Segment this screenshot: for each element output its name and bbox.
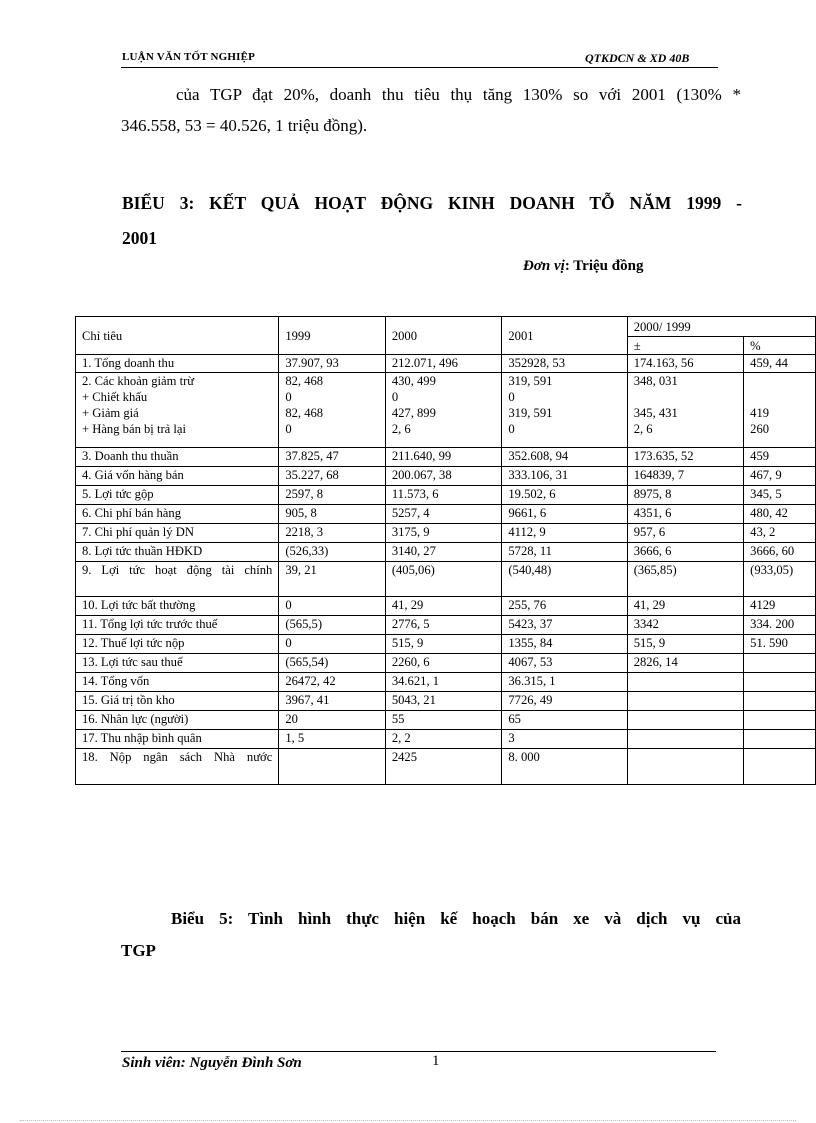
cell-pct xyxy=(744,749,816,785)
title-line-1: BIỂU 3: KẾT QUẢ HOẠT ĐỘNG KINH DOANH TỖ NĂM 1999 - xyxy=(122,193,742,213)
cell-indicator: 6. Chi phí bán hàng xyxy=(76,505,279,524)
cell-pct: 3666, 60 xyxy=(744,543,816,562)
table-row xyxy=(76,467,816,486)
cell-v2001: 4067, 53 xyxy=(502,654,627,673)
cell-v2001: 255, 76 xyxy=(502,597,627,616)
cell-v1999: (526,33) xyxy=(279,543,386,562)
cell-v1999: 35.227, 68 xyxy=(279,467,386,486)
footer-rule xyxy=(121,1051,716,1052)
cell-pct: (933,05) xyxy=(744,562,816,597)
table-row xyxy=(76,730,816,749)
cell-v2000: 55 xyxy=(385,711,502,730)
table-row xyxy=(76,448,816,467)
cell-v1999: 3967, 41 xyxy=(279,692,386,711)
cell-v2000: (405,06) xyxy=(385,562,502,597)
cell-v2000: 2260, 6 xyxy=(385,654,502,673)
cell-v2001: 7726, 49 xyxy=(502,692,627,711)
cell-v2000: 2, 2 xyxy=(385,730,502,749)
cell-v2001: 352928, 53 xyxy=(502,355,627,373)
cell-v2001: 352.608, 94 xyxy=(502,448,627,467)
cell-abs: 174.163, 56 xyxy=(627,355,743,373)
section-title xyxy=(122,186,742,256)
cell-pct: 480, 42 xyxy=(744,505,816,524)
table-row xyxy=(76,373,816,448)
cell-v1999: 37.825, 47 xyxy=(279,448,386,467)
page-bottom-edge xyxy=(20,1120,796,1121)
cell-v2000: 430, 499 0 427, 899 2, 6 xyxy=(385,373,502,448)
table-row xyxy=(76,597,816,616)
cell-v2001: 5728, 11 xyxy=(502,543,627,562)
results-table xyxy=(75,316,816,785)
cell-v2001: 1355, 84 xyxy=(502,635,627,654)
cell-pct: 467, 9 xyxy=(744,467,816,486)
cell-pct xyxy=(744,730,816,749)
cell-pct: 4129 xyxy=(744,597,816,616)
cell-v2001: 4112, 9 xyxy=(502,524,627,543)
cell-indicator: 3. Doanh thu thuần xyxy=(76,448,279,467)
cell-abs xyxy=(627,673,743,692)
header-1999: 1999 xyxy=(279,317,386,355)
cell-v2001: 9661, 6 xyxy=(502,505,627,524)
cell-indicator: 17. Thu nhập bình quân xyxy=(76,730,279,749)
cell-v2000: 212.071, 496 xyxy=(385,355,502,373)
table-row xyxy=(76,711,816,730)
table-row xyxy=(76,355,816,373)
cell-pct: 334. 200 xyxy=(744,616,816,635)
cell-abs: 957, 6 xyxy=(627,524,743,543)
cell-v2000: 3140, 27 xyxy=(385,543,502,562)
table-row xyxy=(76,673,816,692)
cell-v2001: 8. 000 xyxy=(502,749,627,785)
cell-abs: 173.635, 52 xyxy=(627,448,743,467)
header-2000: 2000 xyxy=(385,317,502,355)
intro-line-2: 346.558, 53 = 40.526, 1 triệu đồng). xyxy=(121,116,368,135)
cell-v2001: (540,48) xyxy=(502,562,627,597)
cell-pct: 419 260 xyxy=(744,373,816,448)
cell-v1999: 0 xyxy=(279,635,386,654)
unit-label-value: : Triệu đồng xyxy=(564,258,644,274)
cell-v2001: 3 xyxy=(502,730,627,749)
title-line-2: 2001 xyxy=(122,228,157,248)
unit-label xyxy=(523,258,643,275)
intro-line-1: của TGP đạt 20%, doanh thu tiêu thụ tăng 130% so với 2001 (130% * xyxy=(176,85,741,104)
cell-indicator: 10. Lợi tức bất thường xyxy=(76,597,279,616)
cell-v1999: 37.907, 93 xyxy=(279,355,386,373)
cell-abs: (365,85) xyxy=(627,562,743,597)
cell-abs: 2826, 14 xyxy=(627,654,743,673)
cell-v2000: 34.621, 1 xyxy=(385,673,502,692)
intro-paragraph xyxy=(121,79,741,141)
header-2001: 2001 xyxy=(502,317,627,355)
cell-v2001: 5423, 37 xyxy=(502,616,627,635)
bieu5-line-2: TGP xyxy=(121,941,156,960)
cell-v1999: 39, 21 xyxy=(279,562,386,597)
cell-v1999: 2218, 3 xyxy=(279,524,386,543)
cell-v1999: 2597, 8 xyxy=(279,486,386,505)
cell-v2000: 200.067, 38 xyxy=(385,467,502,486)
cell-indicator: 18. Nộp ngân sách Nhà nước xyxy=(76,749,279,785)
cell-indicator: 7. Chi phí quản lý DN xyxy=(76,524,279,543)
cell-indicator: 8. Lợi tức thuần HĐKD xyxy=(76,543,279,562)
cell-pct: 459, 44 xyxy=(744,355,816,373)
table-row xyxy=(76,616,816,635)
page-number: 1 xyxy=(432,1053,440,1069)
cell-pct xyxy=(744,654,816,673)
cell-v2001: 319, 591 0 319, 591 0 xyxy=(502,373,627,448)
cell-indicator: 14. Tổng vốn xyxy=(76,673,279,692)
cell-indicator: 12. Thuế lợi tức nộp xyxy=(76,635,279,654)
cell-v2000: 11.573, 6 xyxy=(385,486,502,505)
cell-v2001: 19.502, 6 xyxy=(502,486,627,505)
cell-pct xyxy=(744,711,816,730)
table-row xyxy=(76,486,816,505)
cell-abs: 41, 29 xyxy=(627,597,743,616)
cell-indicator: 15. Giá trị tồn kho xyxy=(76,692,279,711)
cell-v2001: 65 xyxy=(502,711,627,730)
cell-abs: 348, 031 345, 431 2, 6 xyxy=(627,373,743,448)
header-rule xyxy=(121,67,718,68)
cell-abs xyxy=(627,749,743,785)
cell-v1999: 82, 468 0 82, 468 0 xyxy=(279,373,386,448)
cell-v1999: 0 xyxy=(279,597,386,616)
cell-v2000: 3175, 9 xyxy=(385,524,502,543)
table-row xyxy=(76,654,816,673)
header-indicator: Chỉ tiêu xyxy=(76,317,279,355)
cell-abs: 164839, 7 xyxy=(627,467,743,486)
table-row xyxy=(76,635,816,654)
cell-indicator: 4. Giá vốn hàng bán xyxy=(76,467,279,486)
cell-v1999: (565,5) xyxy=(279,616,386,635)
cell-v2000: 2425 xyxy=(385,749,502,785)
cell-v1999: (565,54) xyxy=(279,654,386,673)
header-compare: 2000/ 1999 xyxy=(627,317,815,337)
cell-v1999: 1, 5 xyxy=(279,730,386,749)
cell-abs xyxy=(627,711,743,730)
cell-abs: 8975, 8 xyxy=(627,486,743,505)
cell-pct: 459 xyxy=(744,448,816,467)
cell-indicator: 5. Lợi tức gộp xyxy=(76,486,279,505)
cell-indicator: 11. Tổng lợi tức trước thuế xyxy=(76,616,279,635)
table-row xyxy=(76,749,816,785)
cell-pct: 51. 590 xyxy=(744,635,816,654)
cell-abs: 515, 9 xyxy=(627,635,743,654)
header-pct: % xyxy=(744,337,816,355)
cell-pct xyxy=(744,692,816,711)
cell-abs xyxy=(627,730,743,749)
cell-abs: 4351, 6 xyxy=(627,505,743,524)
unit-label-key: Đơn vị xyxy=(523,258,565,274)
cell-v1999 xyxy=(279,749,386,785)
cell-v2000: 41, 29 xyxy=(385,597,502,616)
cell-v2000: 211.640, 99 xyxy=(385,448,502,467)
cell-v2000: 2776, 5 xyxy=(385,616,502,635)
table-row xyxy=(76,692,816,711)
cell-indicator: 1. Tổng doanh thu xyxy=(76,355,279,373)
header-right: QTKDCN & XD 40B xyxy=(585,51,690,65)
cell-v2000: 515, 9 xyxy=(385,635,502,654)
cell-v2001: 36.315, 1 xyxy=(502,673,627,692)
cell-pct: 345, 5 xyxy=(744,486,816,505)
cell-indicator: 9. Lợi tức hoạt động tài chính xyxy=(76,562,279,597)
cell-abs: 3666, 6 xyxy=(627,543,743,562)
cell-v1999: 26472, 42 xyxy=(279,673,386,692)
cell-abs: 3342 xyxy=(627,616,743,635)
table-row xyxy=(76,543,816,562)
cell-v2001: 333.106, 31 xyxy=(502,467,627,486)
header-left: LUẬN VĂN TỐT NGHIỆP xyxy=(122,51,256,63)
footer-student: Sinh viên: Nguyễn Đình Sơn xyxy=(122,1055,302,1071)
cell-pct xyxy=(744,673,816,692)
cell-v2000: 5257, 4 xyxy=(385,505,502,524)
cell-abs xyxy=(627,692,743,711)
cell-v1999: 905, 8 xyxy=(279,505,386,524)
table-row xyxy=(76,524,816,543)
bieu5-heading xyxy=(121,903,741,967)
cell-indicator: 13. Lợi tức sau thuế xyxy=(76,654,279,673)
bieu5-line-1: Biểu 5: Tình hình thực hiện kế hoạch bán xe và dịch vụ của xyxy=(171,909,741,928)
cell-v1999: 20 xyxy=(279,711,386,730)
table-row xyxy=(76,505,816,524)
cell-v2000: 5043, 21 xyxy=(385,692,502,711)
table-row xyxy=(76,562,816,597)
header-abs: ± xyxy=(627,337,743,355)
cell-indicator: 2. Các khoản giảm trừ + Chiết khấu + Giảm giá + Hàng bán bị trả lại xyxy=(76,373,279,448)
cell-pct: 43, 2 xyxy=(744,524,816,543)
cell-indicator: 16. Nhân lực (người) xyxy=(76,711,279,730)
